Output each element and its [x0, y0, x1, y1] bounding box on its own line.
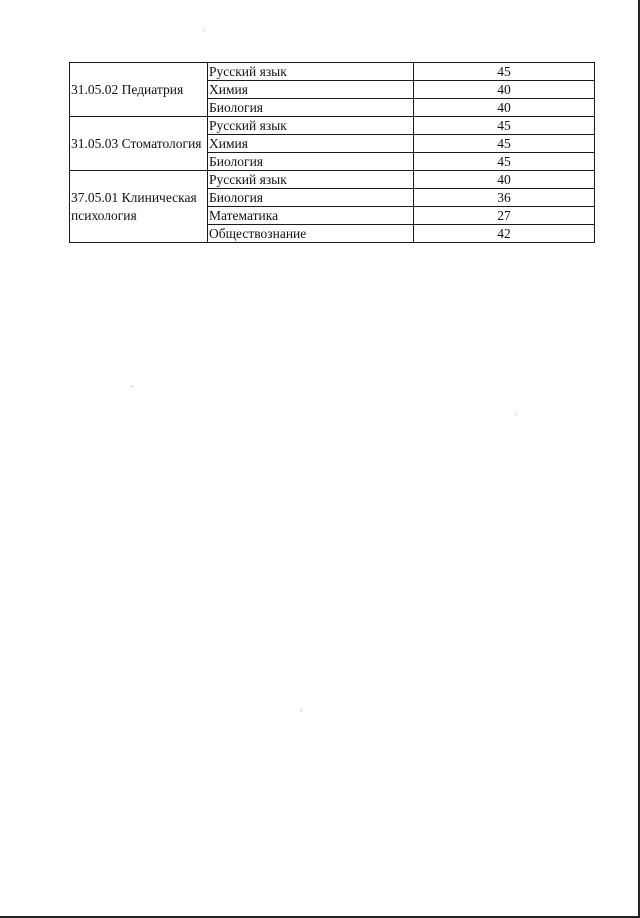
score-cell: 40 [414, 81, 595, 99]
subject-cell: Химия [208, 135, 414, 153]
score-cell: 27 [414, 207, 595, 225]
subject-cell: Русский язык [208, 63, 414, 81]
score-cell: 40 [414, 99, 595, 117]
subject-cell: Биология [208, 99, 414, 117]
subject-cell: Математика [208, 207, 414, 225]
subject-cell: Обществознание [208, 225, 414, 243]
program-cell: 31.05.02 Педиатрия [70, 63, 208, 117]
scan-speck [301, 710, 302, 711]
score-cell: 40 [414, 171, 595, 189]
scan-speck [131, 386, 132, 387]
score-cell: 36 [414, 189, 595, 207]
subject-cell: Биология [208, 153, 414, 171]
subject-cell: Химия [208, 81, 414, 99]
scan-speck [515, 414, 516, 415]
table-row [70, 117, 595, 135]
score-cell: 45 [414, 117, 595, 135]
subject-cell: Биология [208, 189, 414, 207]
score-cell: 42 [414, 225, 595, 243]
table-row [70, 63, 595, 81]
table-row [70, 171, 595, 189]
score-cell: 45 [414, 153, 595, 171]
subject-cell: Русский язык [208, 171, 414, 189]
score-cell: 45 [414, 63, 595, 81]
program-cell: 31.05.03 Стоматология [70, 117, 208, 171]
subject-cell: Русский язык [208, 117, 414, 135]
scan-speck [203, 30, 204, 31]
score-cell: 45 [414, 135, 595, 153]
minimum-scores-table [69, 62, 595, 243]
program-cell: 37.05.01 Клиническая психология [70, 171, 208, 243]
